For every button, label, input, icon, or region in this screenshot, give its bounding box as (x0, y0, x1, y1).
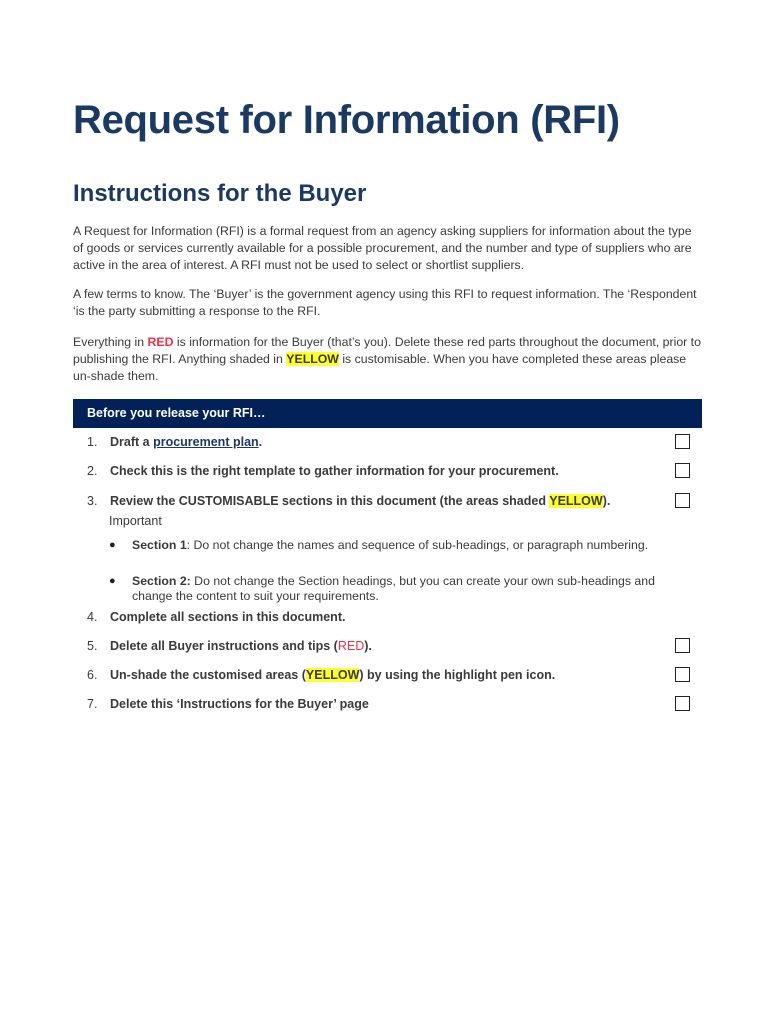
important-label: Important (109, 514, 162, 528)
checkbox[interactable] (675, 463, 690, 478)
checklist-item: 6. Un-shade the customised areas (YELLOW) by using the highlight pen icon. (73, 666, 702, 684)
checklist-item: 3. Review the CUSTOMISABLE sections in this document (the areas shaded YELLOW). (73, 492, 702, 510)
checklist-item: 7. Delete this ‘Instructions for the Buyer’ page (73, 695, 702, 713)
checklist-header: Before you release your RFI… (73, 399, 702, 428)
intro-paragraph: A Request for Information (RFI) is a formal request from an agency asking suppliers for information about the type of goods or services currently available for a possible procurement, and the number and type of suppliers who are active in the area of interest. A RFI must not be used to select or shortlist suppliers. (73, 224, 692, 272)
bullet-dot-icon: ● (109, 539, 116, 551)
legend-paragraph: Everything in RED is information for the Buyer (that’s you). Delete these red parts throughout the document, prior to publishing the RFI. Anything shaded in YELLOW is customisable. When you have completed these areas please un-shade them. (73, 335, 701, 383)
checklist-item: 2. Check this is the right template to gather information for your procurement. (73, 462, 702, 480)
checkbox[interactable] (675, 667, 690, 682)
checkbox[interactable] (675, 638, 690, 653)
bullet-dot-icon: ● (109, 575, 116, 587)
checkbox[interactable] (675, 434, 690, 449)
terms-paragraph: A few terms to know. The ‘Buyer’ is the government agency using this RFI to request information. The ‘Respondent ‘is the party submitting a response to the RFI. (73, 287, 697, 318)
section-heading: Instructions for the Buyer (73, 180, 367, 207)
checkbox[interactable] (675, 493, 690, 508)
yellow-keyword: YELLOW (286, 351, 339, 366)
checklist-item: 1. Draft a procurement plan. (73, 433, 702, 451)
checklist-item: 5. Delete all Buyer instructions and tips (RED). (73, 637, 702, 655)
procurement-plan-link[interactable]: procurement plan (153, 435, 259, 449)
checklist-item: 4. Complete all sections in this document. (87, 610, 346, 624)
checkbox[interactable] (675, 696, 690, 711)
red-keyword: RED (147, 335, 174, 349)
page-title: Request for Information (RFI) (73, 98, 620, 142)
